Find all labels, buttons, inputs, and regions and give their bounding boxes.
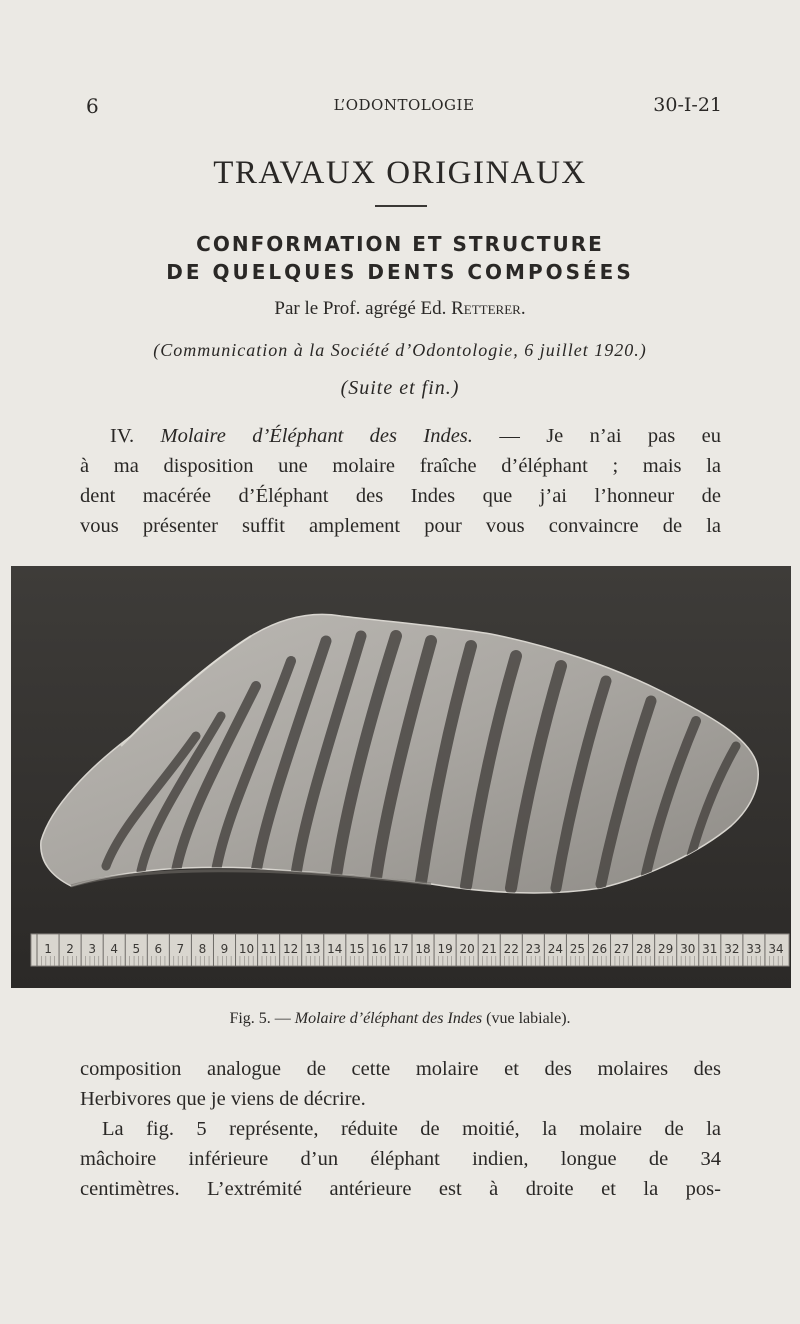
ruler-number: 25 bbox=[569, 942, 586, 956]
communication-note: (Communication à la Société d’Odontologie, 6 juillet 1920.) bbox=[153, 340, 647, 360]
ruler-number: 29 bbox=[658, 942, 674, 956]
ruler-number: 13 bbox=[305, 942, 321, 956]
ruler-number: 33 bbox=[746, 942, 762, 956]
ruler-number: 26 bbox=[591, 942, 608, 956]
paragraph-3-line-3: centimètres. L’extrémité antérieure est à droite et la pos- bbox=[80, 1178, 721, 1200]
author-name: Retterer. bbox=[451, 298, 526, 319]
issue-date: 30-I-21 bbox=[653, 94, 722, 116]
article-title-line-1: CONFORMATION ET STRUCTURE bbox=[196, 232, 604, 256]
ruler-number: 4 bbox=[110, 942, 119, 956]
paragraph-3-line-2: mâchoire inférieure d’un éléphant indien, longue de 34 bbox=[80, 1148, 721, 1170]
ruler-number: 27 bbox=[613, 942, 630, 956]
ruler-number: 31 bbox=[702, 942, 718, 956]
ruler-number: 6 bbox=[154, 942, 163, 956]
ruler-number: 19 bbox=[437, 942, 453, 956]
paragraph-2-line-2: Herbivores que je viens de décrire. bbox=[80, 1088, 366, 1110]
ruler-number: 28 bbox=[635, 942, 652, 956]
ruler-number: 30 bbox=[680, 942, 696, 956]
ruler-number: 34 bbox=[768, 942, 784, 956]
byline-prefix: Par le Prof. agrégé Ed. bbox=[274, 298, 447, 319]
ruler-number: 23 bbox=[525, 942, 541, 956]
ruler-number: 9 bbox=[220, 942, 229, 956]
running-head bbox=[86, 94, 722, 118]
ruler-number: 20 bbox=[459, 942, 475, 956]
ruler-number: 15 bbox=[349, 942, 365, 956]
paragraph-2-line-1: composition analogue de cette molaire et des molaires des bbox=[80, 1058, 721, 1080]
ruler-number: 11 bbox=[260, 942, 277, 956]
paragraph-3-line-1: La fig. 5 représente, réduite de moitié, la molaire de la bbox=[102, 1118, 721, 1140]
subsection-heading: Molaire d’Éléphant des Indes. bbox=[160, 425, 473, 447]
ruler-number: 14 bbox=[327, 942, 343, 956]
molar-photograph bbox=[11, 566, 791, 988]
caption-title: Molaire d’éléphant des Indes bbox=[294, 1010, 483, 1027]
measuring-ruler bbox=[31, 934, 789, 966]
title-divider bbox=[375, 205, 427, 207]
article-title-line-2: DE QUELQUES DENTS COMPOSÉES bbox=[166, 260, 634, 284]
paragraph-1-line-2: à ma disposition une molaire fraîche d’éléphant ; mais la bbox=[80, 455, 721, 477]
ruler-number: 5 bbox=[132, 942, 141, 956]
ruler-number: 1 bbox=[44, 942, 52, 956]
ruler-number: 17 bbox=[393, 942, 409, 956]
section-numeral: IV. bbox=[110, 425, 135, 447]
paragraph-1-line-4: vous présenter suffit amplement pour vous convaincre de la bbox=[80, 515, 721, 537]
ruler-number: 8 bbox=[198, 942, 207, 956]
ruler-number: 7 bbox=[176, 942, 185, 956]
continuation-note: (Suite et fin.) bbox=[340, 377, 460, 399]
paragraph-1-line-1: IV. Molaire d’Éléphant des Indes. — Je n’ai pas eu bbox=[110, 425, 721, 447]
ruler-number: 2 bbox=[66, 942, 74, 956]
ruler-number: 32 bbox=[724, 942, 740, 956]
section-title: TRAVAUX ORIGINAUX bbox=[213, 155, 587, 191]
ruler-number: 3 bbox=[88, 942, 96, 956]
ruler-number: 16 bbox=[371, 942, 387, 956]
caption-suffix: (vue labiale). bbox=[486, 1010, 571, 1027]
ruler-number: 18 bbox=[415, 942, 431, 956]
ruler-number: 10 bbox=[238, 942, 255, 956]
ruler-number: 21 bbox=[481, 942, 497, 956]
page-number: 6 bbox=[86, 94, 99, 118]
ruler-number: 24 bbox=[547, 942, 564, 956]
figure-caption bbox=[0, 1010, 800, 1028]
ruler-number: 22 bbox=[503, 942, 519, 956]
caption-prefix: Fig. 5. — bbox=[229, 1010, 291, 1027]
byline bbox=[0, 298, 800, 320]
journal-title: L’ODONTOLOGIE bbox=[333, 96, 475, 114]
ruler-number: 12 bbox=[283, 942, 299, 956]
paragraph-1-line-3: dent macérée d’Éléphant des Indes que j’ai l’honneur de bbox=[80, 485, 721, 507]
